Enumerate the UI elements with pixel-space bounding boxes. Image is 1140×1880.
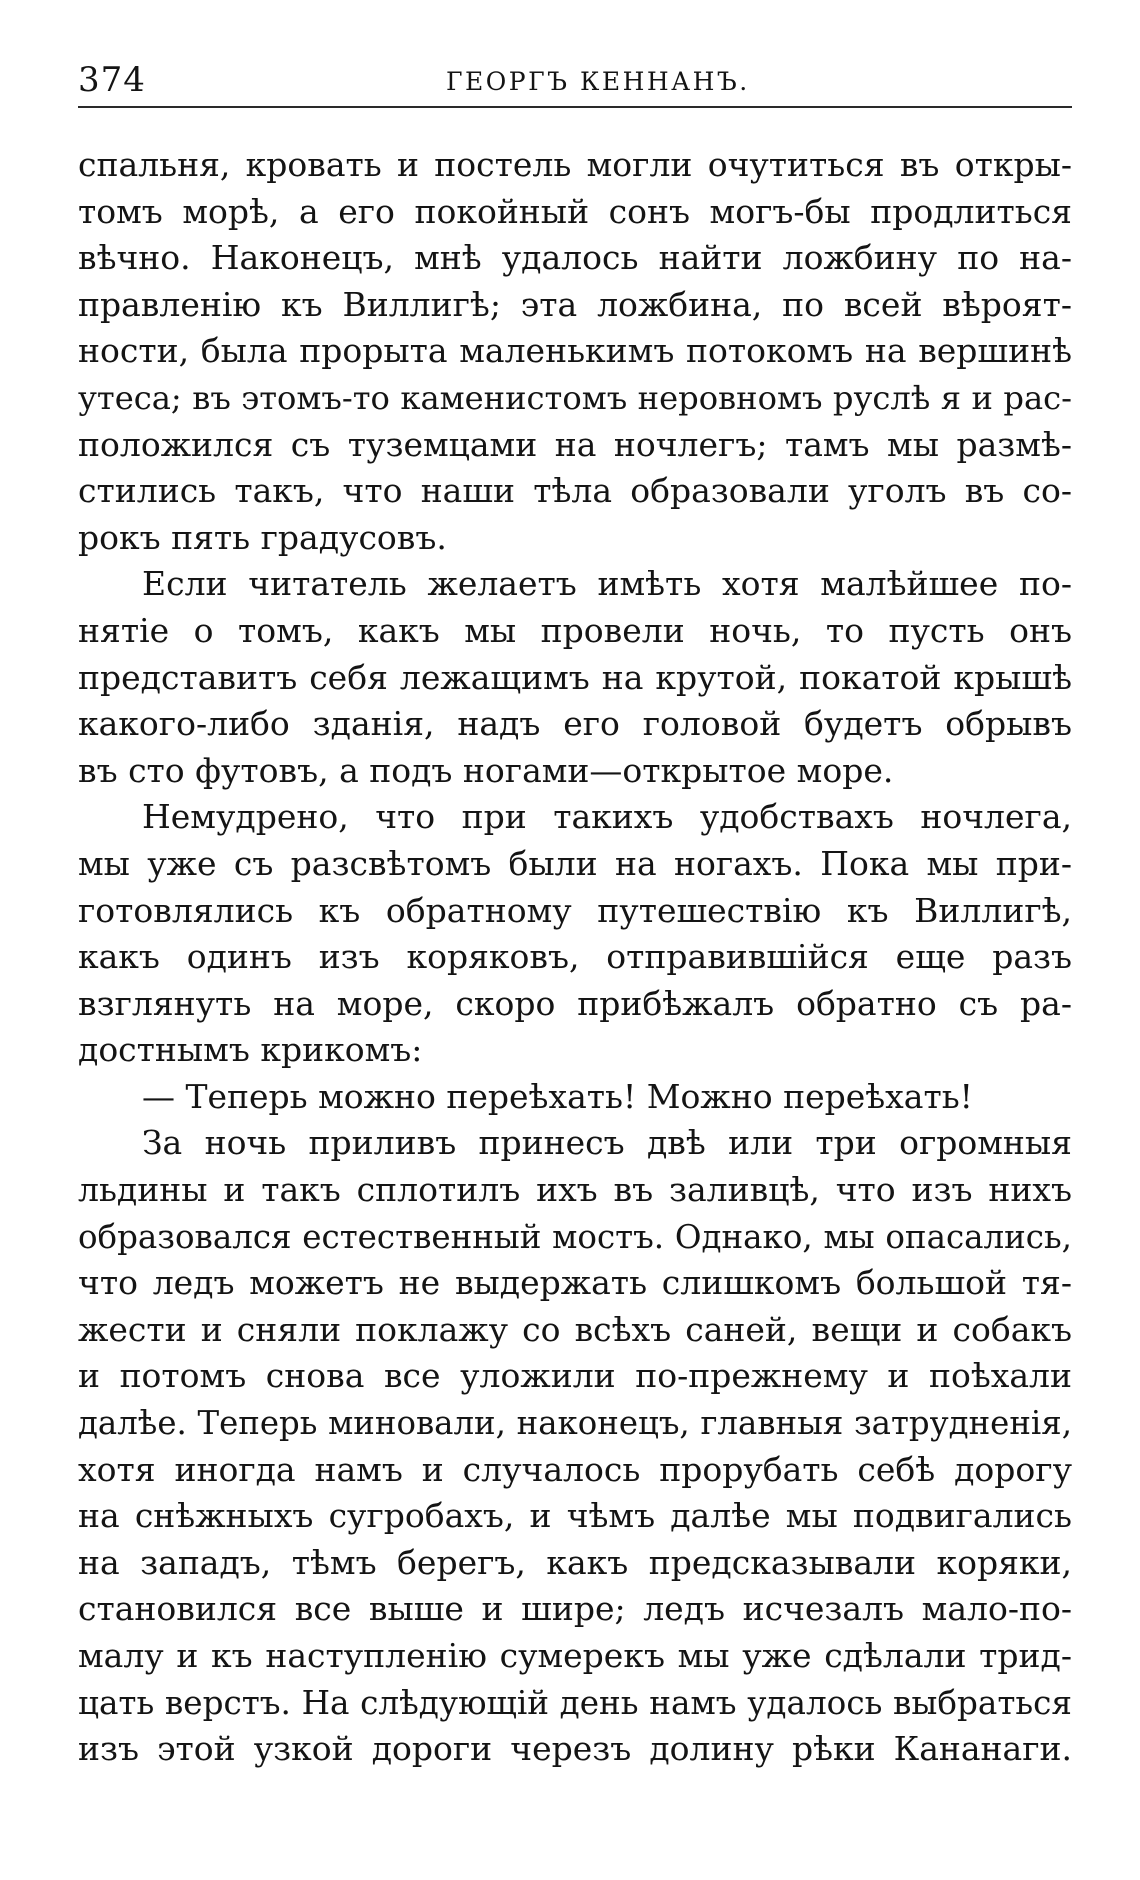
text-line: цать верстъ. На слѣдующій день намъ удалось выбраться xyxy=(78,1683,1072,1722)
running-head xyxy=(78,58,1072,108)
text-line: становился все выше и шире; ледъ исчезалъ мало-по- xyxy=(78,1589,1072,1629)
text-line: утеса; въ этомъ-то каменистомъ неровномъ руслѣ я и рас- xyxy=(78,378,1072,417)
dialogue-line: — Теперь можно переѣхать! Можно переѣхать! xyxy=(142,1076,973,1116)
paragraph-last-line: достнымъ крикомъ: xyxy=(78,1030,423,1070)
text-line: хотя иногда намъ и случалось прорубать себѣ дорогу xyxy=(78,1449,1072,1489)
text-line: на западъ, тѣмъ берегъ, какъ предсказывали коряки, xyxy=(78,1542,1072,1582)
text-line: образовался естественный мостъ. Однако, мы опасались, xyxy=(78,1217,1072,1256)
paragraph-first-line: За ночь приливъ принесъ двѣ или три огромныя xyxy=(142,1123,1072,1163)
text-line: ности, была прорыта маленькимъ потокомъ на вершинѣ xyxy=(78,331,1072,371)
text-line: правленію къ Виллигѣ; эта ложбина, по всей вѣроят- xyxy=(78,284,1072,324)
paragraph-first-line: Если читатель желаетъ имѣть хотя малѣйшее по- xyxy=(142,564,1072,604)
paragraph-first-line: Немудрено, что при такихъ удобствахъ ночлега, xyxy=(142,797,1072,837)
text-line: и потомъ снова все уложили по-прежнему и поѣхали xyxy=(78,1356,1072,1396)
text-line: вѣчно. Наконецъ, мнѣ удалось найти ложбину по на- xyxy=(78,238,1072,278)
text-line: далѣе. Теперь миновали, наконецъ, главныя затрудненія, xyxy=(78,1404,1072,1443)
page-number: 374 xyxy=(78,60,146,100)
text-line: льдины и такъ сплотилъ ихъ въ заливцѣ, что изъ нихъ xyxy=(78,1170,1072,1210)
text-line: положился съ туземцами на ночлегъ; тамъ мы размѣ- xyxy=(78,424,1072,464)
text-line: стились такъ, что наши тѣла образовали уголъ въ со- xyxy=(78,471,1072,511)
text-line: какого-либо зданія, надъ его головой будетъ обрывъ xyxy=(78,704,1072,744)
text-line: какъ одинъ изъ коряковъ, отправившійся еще разъ xyxy=(78,937,1072,977)
text-line: нятіе о томъ, какъ мы провели ночь, то пусть онъ xyxy=(78,610,1072,650)
text-line: малу и къ наступленію сумерекъ мы уже сдѣлали трид- xyxy=(78,1636,1072,1675)
body-text xyxy=(78,142,1072,1773)
text-line: мы уже съ разсвѣтомъ были на ногахъ. Пока мы при- xyxy=(78,843,1072,883)
text-line: взглянуть на море, скоро прибѣжалъ обратно съ ра- xyxy=(78,983,1072,1023)
paragraph-last-line: въ сто футовъ, а подъ ногами—открытое море. xyxy=(78,750,894,790)
text-line: на снѣжныхъ сугробахъ, и чѣмъ далѣе мы подвигались xyxy=(78,1496,1072,1536)
text-line: томъ морѣ, а его покойный сонъ могъ-бы продлиться xyxy=(78,191,1072,231)
text-line: представитъ себя лежащимъ на крутой, покатой крышѣ xyxy=(78,657,1072,697)
text-line: изъ этой узкой дороги черезъ долину рѣки Кананаги. xyxy=(78,1729,1072,1769)
running-title: ГЕОРГЪ КЕННАНЪ. xyxy=(446,67,750,96)
text-line: готовлялись къ обратному путешествію къ Виллигѣ, xyxy=(78,890,1072,930)
header-rule xyxy=(78,106,1072,108)
text-line: спальня, кровать и постель могли очутиться въ откры- xyxy=(78,145,1072,184)
text-line: что ледъ можетъ не выдержать слишкомъ большой тя- xyxy=(78,1263,1072,1303)
text-line: жести и сняли поклажу со всѣхъ саней, вещи и собакъ xyxy=(78,1309,1072,1349)
paragraph-last-line: рокъ пять градусовъ. xyxy=(78,517,447,557)
